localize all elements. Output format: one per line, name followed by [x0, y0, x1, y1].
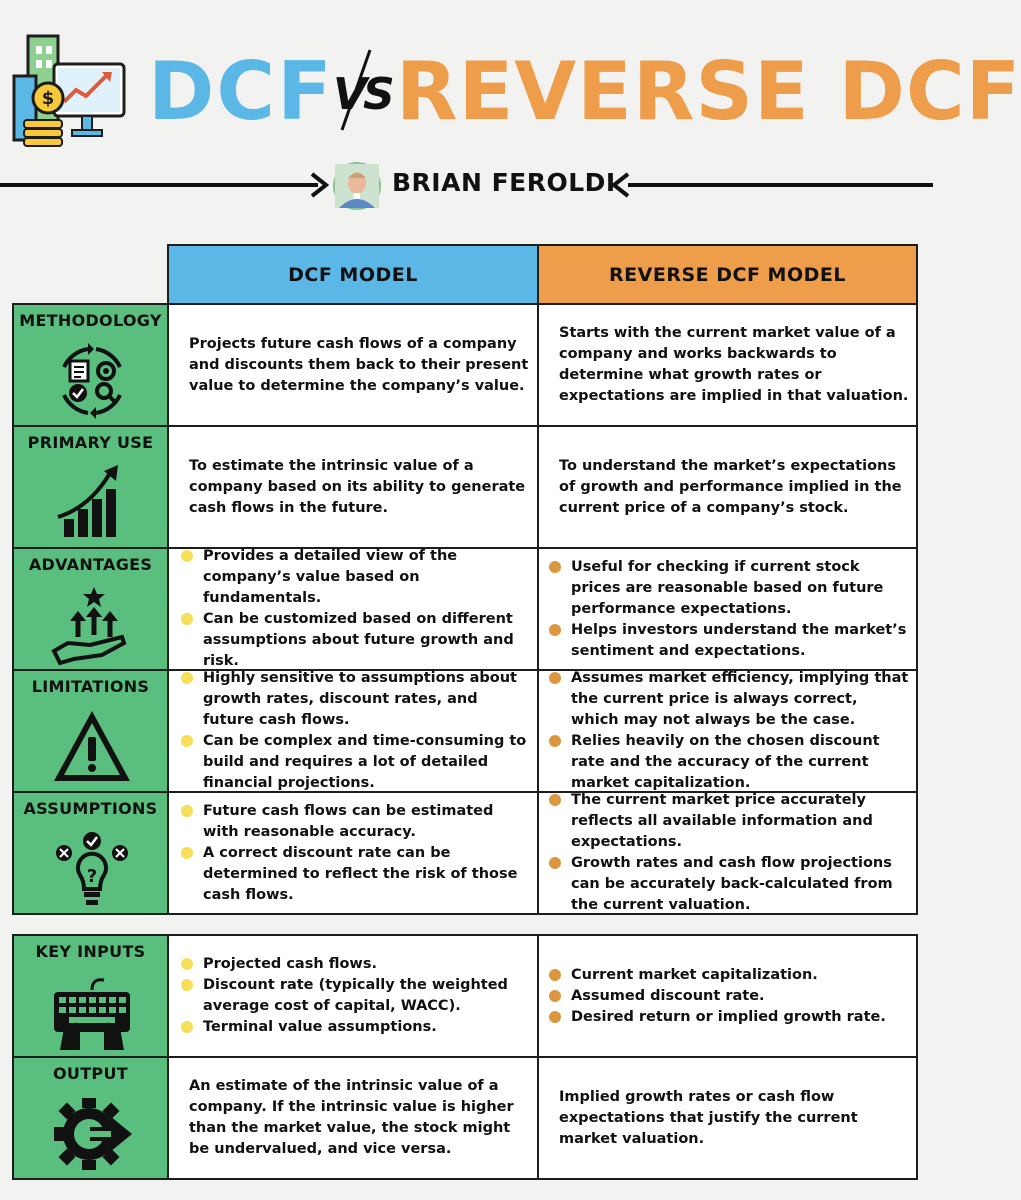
gear-arrow-icon: [50, 1094, 134, 1174]
cell-reverse-assumptions: [537, 791, 918, 915]
cell-dcf-methodology: [167, 303, 539, 427]
methodology-cycle-icon: [50, 341, 134, 421]
list-item: Assumes market efficiency, implying that the current price is always correct, which may not always be the case.: [559, 668, 910, 731]
cell-dcf-output: [167, 1056, 539, 1180]
cell-text: Projects future cash flows of a company and discounts them back to their present value to determine the company’s value.: [189, 335, 529, 394]
row-label-advantages: [12, 547, 169, 671]
author-portrait-icon: [335, 164, 379, 208]
title-vs: VS: [333, 69, 391, 120]
svg-text:?: ?: [86, 866, 98, 887]
row-label-methodology: [12, 303, 169, 427]
cell-reverse-methodology: [537, 303, 918, 427]
header-dcf-model: DCF MODEL: [167, 244, 539, 305]
cell-reverse-limitations: [537, 669, 918, 793]
list-item: Current market capitalization.: [559, 965, 910, 986]
bullet-list: [559, 965, 910, 1028]
bullet-list: [191, 801, 529, 906]
list-item: Relies heavily on the chosen discount rate and the accuracy of the current market capitalization.: [559, 731, 910, 794]
row-label-text: OUTPUT: [53, 1064, 128, 1083]
cell-dcf-key-inputs: [167, 934, 539, 1058]
finance-chart-logo-icon: [10, 32, 130, 150]
list-item: Projected cash flows.: [191, 954, 529, 975]
cell-text: To estimate the intrinsic value of a company based on its ability to generate cash flows in the future.: [189, 457, 526, 516]
cell-reverse-primary-use: [537, 425, 918, 549]
list-item: A correct discount rate can be determined to reflect the risk of those cash flows.: [191, 843, 529, 906]
list-item: Helps investors understand the market’s sentiment and expectations.: [559, 620, 910, 662]
bullet-list: [559, 790, 910, 916]
cell-reverse-advantages: [537, 547, 918, 671]
row-label-limitations: [12, 669, 169, 793]
warning-triangle-icon: [50, 707, 134, 787]
list-item: Can be complex and time-consuming to build and requires a lot of detailed financial projections.: [191, 731, 529, 794]
cell-reverse-key-inputs: [537, 934, 918, 1058]
list-item: Provides a detailed view of the company’s value based on fundamentals.: [191, 546, 529, 609]
bullet-list: [559, 557, 910, 662]
row-label-text: METHODOLOGY: [19, 311, 162, 330]
list-item: Future cash flows can be estimated with reasonable accuracy.: [191, 801, 529, 843]
question-bulb-icon: [50, 829, 134, 909]
bullet-list: [191, 954, 529, 1038]
hand-arrows-star-icon: [50, 585, 134, 665]
bullet-list: [559, 668, 910, 794]
list-item: Highly sensitive to assumptions about growth rates, discount rates, and future cash flows.: [191, 668, 529, 731]
list-item: Useful for checking if current stock prices are reasonable based on future performance expectations.: [559, 557, 910, 620]
bullet-list: [191, 668, 529, 794]
svg-text:$: $: [41, 88, 55, 109]
arrow-line-right: [628, 183, 933, 187]
arrow-right-icon: [310, 172, 328, 198]
list-item: Terminal value assumptions.: [191, 1017, 529, 1038]
comparison-table: [12, 244, 918, 1182]
cell-text: To understand the market’s expectations of growth and performance implied in the current price of a company’s stock.: [559, 457, 902, 516]
cell-dcf-limitations: [167, 669, 539, 793]
cell-dcf-primary-use: [167, 425, 539, 549]
keyboard-hands-icon: [50, 972, 134, 1052]
list-item: Can be customized based on different assumptions about future growth and risk.: [191, 609, 529, 672]
growth-bars-icon: [50, 463, 134, 543]
row-label-assumptions: [12, 791, 169, 915]
row-label-primary-use: [12, 425, 169, 549]
cell-reverse-output: [537, 1056, 918, 1180]
list-item: Growth rates and cash flow projections can be accurately back-calculated from the current valuation.: [559, 853, 910, 916]
avatar: [333, 162, 381, 210]
list-item: The current market price accurately reflects all available information and expectations.: [559, 790, 910, 853]
title-reverse-dcf: REVERSE DCF: [396, 45, 1021, 138]
list-item: Assumed discount rate.: [559, 986, 910, 1007]
row-label-text: ADVANTAGES: [28, 555, 153, 574]
row-label-text: PRIMARY USE: [27, 433, 154, 452]
bullet-list: [191, 546, 529, 672]
row-label-output: [12, 1056, 169, 1180]
cell-text: An estimate of the intrinsic value of a company. If the intrinsic value is higher than the market value, the stock might be undervalued, and vice versa.: [189, 1078, 514, 1157]
cell-dcf-assumptions: [167, 791, 539, 915]
row-label-text: ASSUMPTIONS: [23, 799, 158, 818]
header-reverse-dcf-model: REVERSE DCF MODEL: [537, 244, 918, 305]
list-item: Desired return or implied growth rate.: [559, 1007, 910, 1028]
arrow-line-left: [0, 183, 318, 187]
cell-dcf-advantages: [167, 547, 539, 671]
author-name: BRIAN FEROLDI: [392, 168, 616, 197]
cell-text: Starts with the current market value of a company and works backwards to determine what growth rates or expectations are implied in that valuation.: [559, 325, 909, 404]
title-dcf: DCF: [148, 45, 334, 138]
list-item: Discount rate (typically the weighted average cost of capital, WACC).: [191, 975, 529, 1017]
row-label-text: LIMITATIONS: [31, 677, 150, 696]
row-label-text: KEY INPUTS: [35, 942, 146, 961]
row-label-key-inputs: [12, 934, 169, 1058]
cell-text: Implied growth rates or cash flow expectations that justify the current market valuation.: [559, 1088, 858, 1147]
